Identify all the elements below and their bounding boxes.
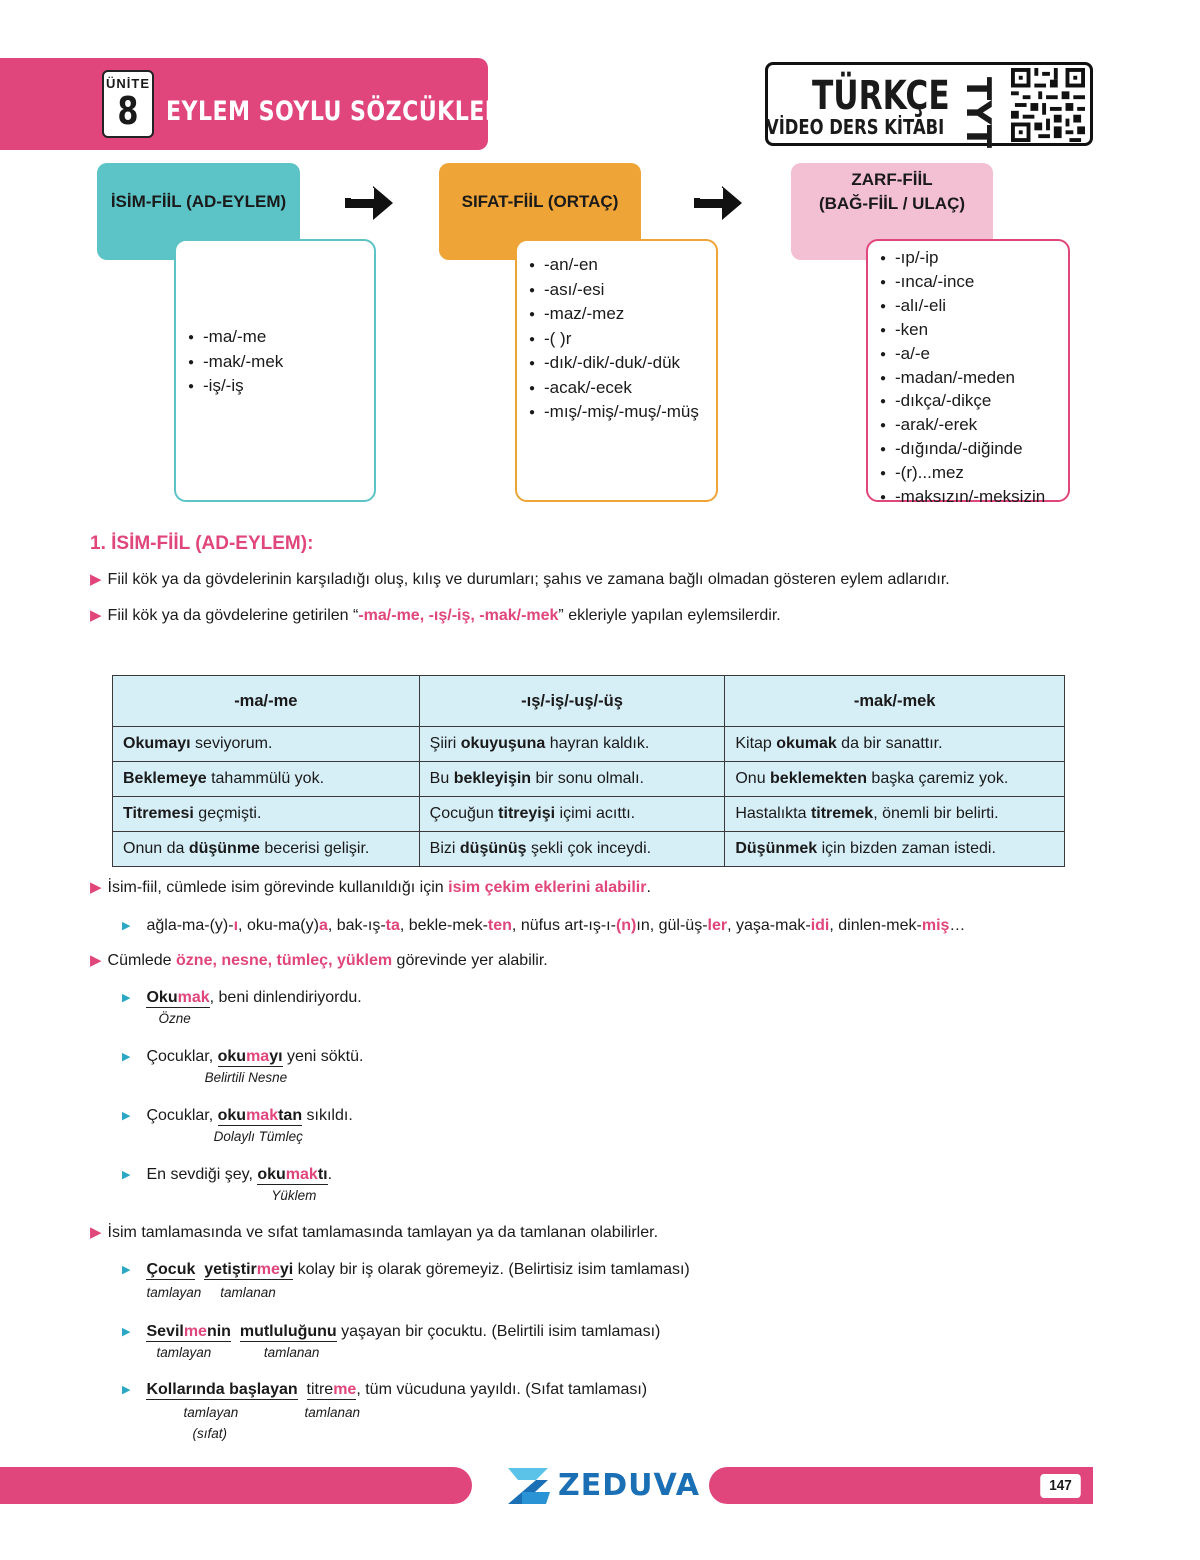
suffix-bullet: ▶ Fiil kök ya da gövdelerine getirilen “-ma/-me, -ış/-iş, -mak/-mek” ekleriyle yapılan eylemsilerdir. <box>90 607 781 624</box>
table-cell: Beklemeye tahammülü yok. <box>113 762 420 797</box>
table-cell: Okumayı seviyorum. <box>113 727 420 762</box>
isim-fiil-list-box <box>174 239 376 502</box>
zeduva-logo-icon <box>506 1466 552 1506</box>
definition-bullet: ▶ Fiil kök ya da gövdelerinin karşıladığı oluş, kılış ve durumları; şahıs ve zamana bağlı olmadan gösteren eylem adlarıdır. <box>90 571 950 588</box>
role-example: ▶ En sevdiği şey, okumaktı Yüklem . <box>122 1166 333 1203</box>
grammar-role-label: tamlayan <box>146 1285 202 1300</box>
table-cell: Düşünmek için bizden zaman istedi. <box>725 832 1065 867</box>
zarf-fiil-title: ZARF-FİİL <box>851 169 933 189</box>
grammar-role-label: tamlanan <box>263 1345 320 1360</box>
table-cell: Onun da düşünme becerisi gelişir. <box>113 832 420 867</box>
list-item: ● -dığında/-diğinde <box>880 438 1056 462</box>
list-item: ● -(r)...mez <box>880 462 1056 486</box>
table-header-row <box>113 676 1065 727</box>
triangle-bullet-icon: ▶ <box>90 1224 102 1241</box>
small-triangle-icon: ▶ <box>122 1326 131 1338</box>
list-item: ● -mak/-mek <box>188 350 362 375</box>
grammar-role-label: Belirtili Nesne <box>204 1070 288 1085</box>
grammar-role-label: tamlayan <box>183 1405 239 1420</box>
qr-code-icon[interactable] <box>1010 68 1086 142</box>
section-heading: 1. İSİM-FİİL (AD-EYLEM): <box>90 533 314 554</box>
list-item: ● -a/-e <box>880 343 1056 367</box>
sifat-fiil-title: SIFAT-FİİL (ORTAÇ) <box>461 191 619 211</box>
table-cell: Çocuğun titreyişi içimi acıttı. <box>419 797 725 832</box>
noun-example: ▶ Kollarında başlayan tamlayan (sıfat) titreme tamlanan , tüm vücuduna yayıldı. (Sıfat tamlaması) <box>122 1381 648 1441</box>
unit-badge <box>102 70 154 138</box>
footer-band-left <box>0 1467 472 1504</box>
table-row <box>113 832 1065 867</box>
grammar-role-label: Dolaylı Tümleç <box>213 1129 303 1144</box>
zarf-fiil-subtitle: (BAĞ-FİİL / ULAÇ) <box>818 193 966 213</box>
arrow-right-icon <box>345 184 393 222</box>
unit-title: EYLEM SOYLU SÖZCÜKLER <box>166 96 503 127</box>
list-item: ● -iş/-iş <box>188 374 362 399</box>
grammar-role-label: tamlayan <box>156 1345 212 1360</box>
triangle-bullet-icon: ▶ <box>90 571 102 588</box>
list-item: ● -ma/-me <box>188 325 362 350</box>
table-cell: Hastalıkta titremek, önemli bir belirti. <box>725 797 1065 832</box>
small-triangle-icon: ▶ <box>122 992 131 1004</box>
triangle-bullet-icon: ▶ <box>90 607 102 624</box>
small-triangle-icon: ▶ <box>122 920 131 932</box>
suffix-table <box>112 675 1065 867</box>
triangle-bullet-icon: ▶ <box>90 879 102 896</box>
grammar-role-label: Özne <box>158 1011 191 1026</box>
isim-fiil-title: İSİM-FİİL (AD-EYLEM) <box>110 191 287 211</box>
table-cell: Bizi düşünüş şekli çok inceydi. <box>419 832 725 867</box>
role-rule-bullet: ▶ Cümlede özne, nesne, tümleç, yüklem görevinde yer alabilir. <box>90 952 548 969</box>
table-cell: Kitap okumak da bir sanattır. <box>725 727 1065 762</box>
sifat-fiil-list-box <box>515 239 718 502</box>
brand-logo <box>506 1466 700 1506</box>
list-item: ● -( )r <box>529 327 704 352</box>
list-item: ● -arak/-erek <box>880 414 1056 438</box>
table-cell: Bu bekleyişin bir sonu olmalı. <box>419 762 725 797</box>
role-example: ▶ Çocuklar, okumaktan Dolaylı Tümleç sıkıldı. <box>122 1107 353 1144</box>
column-header: -mak/-mek <box>725 676 1065 727</box>
brand-name: ZEDUVA <box>558 1468 700 1503</box>
zarf-fiil-list-box <box>866 239 1070 507</box>
table-row <box>113 797 1065 832</box>
unit-label: ÜNİTE <box>106 76 150 91</box>
table-cell: Titremesi geçmişti. <box>113 797 420 832</box>
role-example: ▶ Okumak Özne , beni dinlendiriyordu. <box>122 989 362 1026</box>
column-header: -ış/-iş/-uş/-üş <box>419 676 725 727</box>
table-cell: Onu beklemekten başka çaremiz yok. <box>725 762 1065 797</box>
role-example: ▶ Çocuklar, okumayı Belirtili Nesne yeni söktü. <box>122 1048 364 1085</box>
book-tag: TYT <box>958 77 998 149</box>
small-triangle-icon: ▶ <box>122 1051 131 1063</box>
grammar-role-label: Yüklem <box>271 1188 317 1203</box>
book-badge <box>765 62 1093 149</box>
grammar-role-label: tamlanan <box>220 1285 276 1300</box>
arrow-right-icon <box>694 184 742 222</box>
list-item: ● -dıkça/-dikçe <box>880 390 1056 414</box>
noun-example: ▶ Sevilmenin tamlayan mutluluğunu tamlanan yaşayan bir çocuktu. (Belirtili isim tamlaması) <box>122 1323 661 1360</box>
triangle-bullet-icon: ▶ <box>90 952 102 969</box>
case-examples: ▶ ağla-ma-(y)-ı, oku-ma(y)a, bak-ış-ta, bekle-mek-ten, nüfus art-ış-ı-(n)ın, gül-üş-ler, yaşa-mak-idi, dinlen-mek-miş… <box>122 917 966 934</box>
grammar-role-label: tamlanan <box>304 1405 361 1420</box>
list-item: ● -ıp/-ip <box>880 247 1056 271</box>
list-item: ● -mış/-miş/-muş/-müş <box>529 400 704 425</box>
noun-rule-bullet: ▶ İsim tamlamasında ve sıfat tamlamasında tamlayan ya da tamlanan olabilirler. <box>90 1224 659 1241</box>
list-item: ● -ası/-esi <box>529 278 704 303</box>
small-triangle-icon: ▶ <box>122 1384 131 1396</box>
page-number: 147 <box>1040 1474 1081 1498</box>
column-header: -ma/-me <box>113 676 420 727</box>
small-triangle-icon: ▶ <box>122 1264 131 1276</box>
noun-example: ▶ Çocuk tamlayan yetiştirmeyi tamlanan kolay bir iş olarak göremeyiz. (Belirtisiz isim tamlaması) <box>122 1261 690 1300</box>
list-item: ● -ınca/-ince <box>880 271 1056 295</box>
case-rule-bullet: ▶ İsim-fiil, cümlede isim görevinde kullanıldığı için isim çekim eklerini alabilir. <box>90 879 651 896</box>
list-item: ● -an/-en <box>529 253 704 278</box>
list-item: ● -ken <box>880 319 1056 343</box>
table-row <box>113 727 1065 762</box>
list-item: ● -madan/-meden <box>880 367 1056 391</box>
book-title: TÜRKÇE <box>812 73 950 119</box>
table-row <box>113 762 1065 797</box>
unit-number: 8 <box>117 89 139 133</box>
list-item: ● -acak/-ecek <box>529 376 704 401</box>
table-cell: Şiiri okuyuşuna hayran kaldık. <box>419 727 725 762</box>
list-item: ● -maksızın/-meksizin <box>880 486 1056 510</box>
small-triangle-icon: ▶ <box>122 1169 131 1181</box>
footer-band-right <box>709 1467 1093 1504</box>
list-item: ● -dık/-dik/-duk/-dük <box>529 351 704 376</box>
list-item: ● -alı/-eli <box>880 295 1056 319</box>
grammar-role-label: (sıfat) <box>192 1426 227 1441</box>
book-subtitle: VİDEO DERS KİTABI <box>766 115 945 139</box>
list-item: ● -maz/-mez <box>529 302 704 327</box>
small-triangle-icon: ▶ <box>122 1110 131 1122</box>
